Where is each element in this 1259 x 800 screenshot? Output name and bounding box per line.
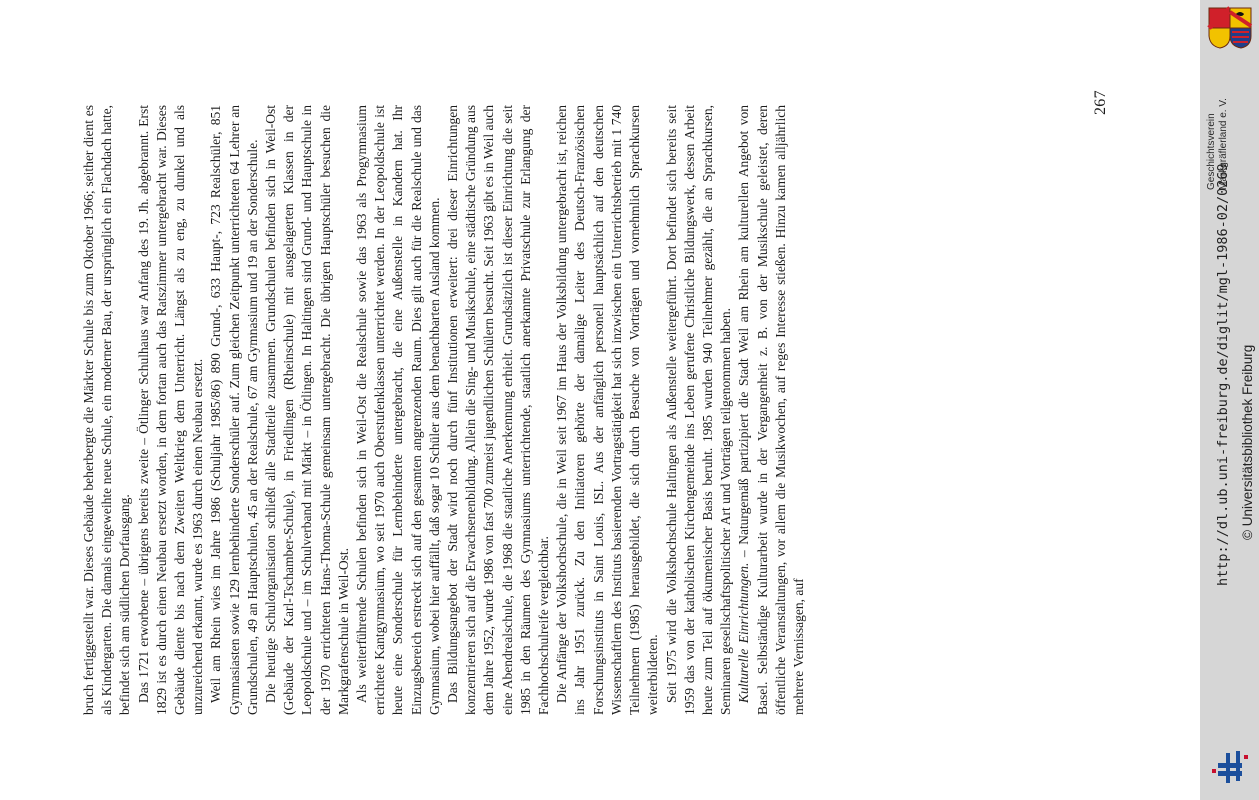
document-url[interactable]: http://dl.ub.uni-freiburg.de/diglit/mgl-1986-02/0269 — [1215, 163, 1231, 586]
section-heading-inline: Kulturelle Einrichtungen. — [736, 562, 752, 703]
paragraph: Die Anfänge der Volkshochschule, die in Weil seit 1967 im Haus der Volksbildung untergebracht ist, reichen ins Jahr 1951 zurück. Zu den Initiatoren gehörte der damalige Leiter des Deutsch-Französischen Forschungsinstituts in Saint Louis, ISL. Aus der anfänglich personell hauptsächlich auf den deutschen Wissenschaftlern des Instituts basierenden Vortragstätigkeit hat sich inzwischen ein Unterrichtsbetrieb mit 1 740 Teilnehmern (1985) herausgebildet, die sich durch Besuche von Vorträgen und vornehmlich Sprachkursen weiterbildeten. — [554, 105, 661, 715]
paragraph: bruch fertiggestellt war. Dieses Gebäude beherbergte die Märkter Schule bis zum Oktober 1966; seither dient es als Kindergarten. Die damals eingeweihte neue Schule, ein moderner Bau, der ursprünglich ein Flachdach hatte, befindet sich am südlichen Dorfausgang. — [81, 105, 133, 715]
body-text — [80, 105, 808, 715]
paragraph: Weil am Rhein wies im Jahre 1986 (Schuljahr 1985/86) 890 Grund-, 633 Haupt-, 723 Realschüler, 851 Gymnasiasten sowie 129 lernbehinderte Sonderschüler auf. Zum gleichen Zeitpunkt unterrichteten 64 Lehrer an Grundschulen, 49 an Hauptschulen, 45 an der Realschule, 67 am Gymnasium und 19 an der Sonderschule. — [208, 105, 260, 715]
paragraph: Das 1721 erworbene – übrigens bereits zweite – Ötlinger Schulhaus war Anfang des 19. Jh. abgebrannt. Erst 1829 ist es durch einen Neubau ersetzt worden, in dem fortan auch das Ratszimmer untergebracht war. Dieses Gebäude diente bis nach dem Zweiten Weltkrieg dem Unterricht. Längst als zu eng, zu dunkel und als unzureichend erkannt, wurde es 1963 durch einen Neubau ersetzt. — [135, 105, 206, 715]
paragraph-cultural-institutions — [735, 105, 808, 715]
ub-freiburg-logo-icon — [1208, 745, 1252, 785]
copyright-notice: © Universitätsbibliothek Freiburg — [1240, 344, 1255, 540]
paragraph: Seit 1975 wird die Volkshochschule Haltingen als Außenstelle weitergeführt. Dort befindet sich bereits seit 1959 das von der katholischen Kirchengemeinde ins Leben gerufene Christliche Bildungswerk, dessen Arbeit heute zum Teil auf ökumenischer Basis beruht. 1985 wurden 940 Teilnehmer gezählt, die an Sprachkursen, Seminaren gesellschaftspolitischer Art und Vorträgen teilgenommen haben. — [663, 105, 734, 715]
paragraph: Als weiterführende Schulen befinden sich in Weil-Ost die Realschule sowie das 1963 als Progymnasium errichtete Kantgymnasium, wo seit 1970 auch Oberstufenklassen unterrichtet werden. In der Leopoldschule ist heute eine Sonderschule für Lernbehinderte untergebracht, die eine Außenstelle in Kandern hat. Ihr Einzugsbereich erstreckt sich auf den gesamten angrenzenden Raum. Dies gilt auch für die Realschule und das Gymnasium, wobei hier auffällt, daß sogar 10 Schüler aus dem benachbarten Ausland kommen. — [354, 105, 442, 715]
verein-line-2: Markgräflerland e. V. — [1218, 98, 1229, 190]
page-content-rotated — [80, 90, 1109, 715]
page-number: 267 — [1092, 90, 1109, 115]
paragraph: Das Bildungsangebot der Stadt wird noch durch fünf Institutionen erweitert: drei dieser Einrichtungen konzentrieren sich auf die Erwachsenenbildung. Allein die Sing- und Musikschule, eine städtische Gründung aus dem Jahre 1952, wurde 1986 von fast 700 zumeist jugendlichen Schülern besucht. Seit 1963 gibt es in Weil auch eine Abendrealschule, die 1968 die staatliche Anerkennung erhielt. Grundsätzlich ist dieser Einrichtung die seit 1985 in den Räumen des Gymnasiums unterrichtende, staatlich anerkannte Privatschule zur Erlangung der Fachhochschulreife vergleichbar. — [445, 105, 552, 715]
paragraph: Die heutige Schulorganisation schließt alle Stadtteile zusammen. Grundschulen befinden sich in Weil-Ost (Gebäude der Karl-Tschamber-Schule), in Friedlingen (Rheinschule) mit ausgelagerten Klassen in der Leopoldschule und – im Schulverband mit Märkt – in Ötlingen. In Haltingen sind Grund- und Hauptschule in der 1970 errichteten Hans-Thoma-Schule gemeinsam untergebracht. Die übrigen Hauptschüler besuchen die Markgrafenschule in Weil-Ost. — [263, 105, 351, 715]
coat-of-arms-icon — [1206, 6, 1254, 50]
verein-line-1: Geschichtsverein — [1206, 113, 1217, 190]
paragraph-text: – Naturgemäß partizipiert die Stadt Weil am Rhein am kulturellen Angebot von Basel. Selbständige Kulturarbeit wurde in der Vergangenheit z. B. von der Musikschule geleistet, deren öffentliche Veranstaltungen, vor allem die Musikwochen, auf reges Interesse stießen. Hinzu kamen alljährlich mehrere Vernissagen, auf — [736, 105, 806, 715]
